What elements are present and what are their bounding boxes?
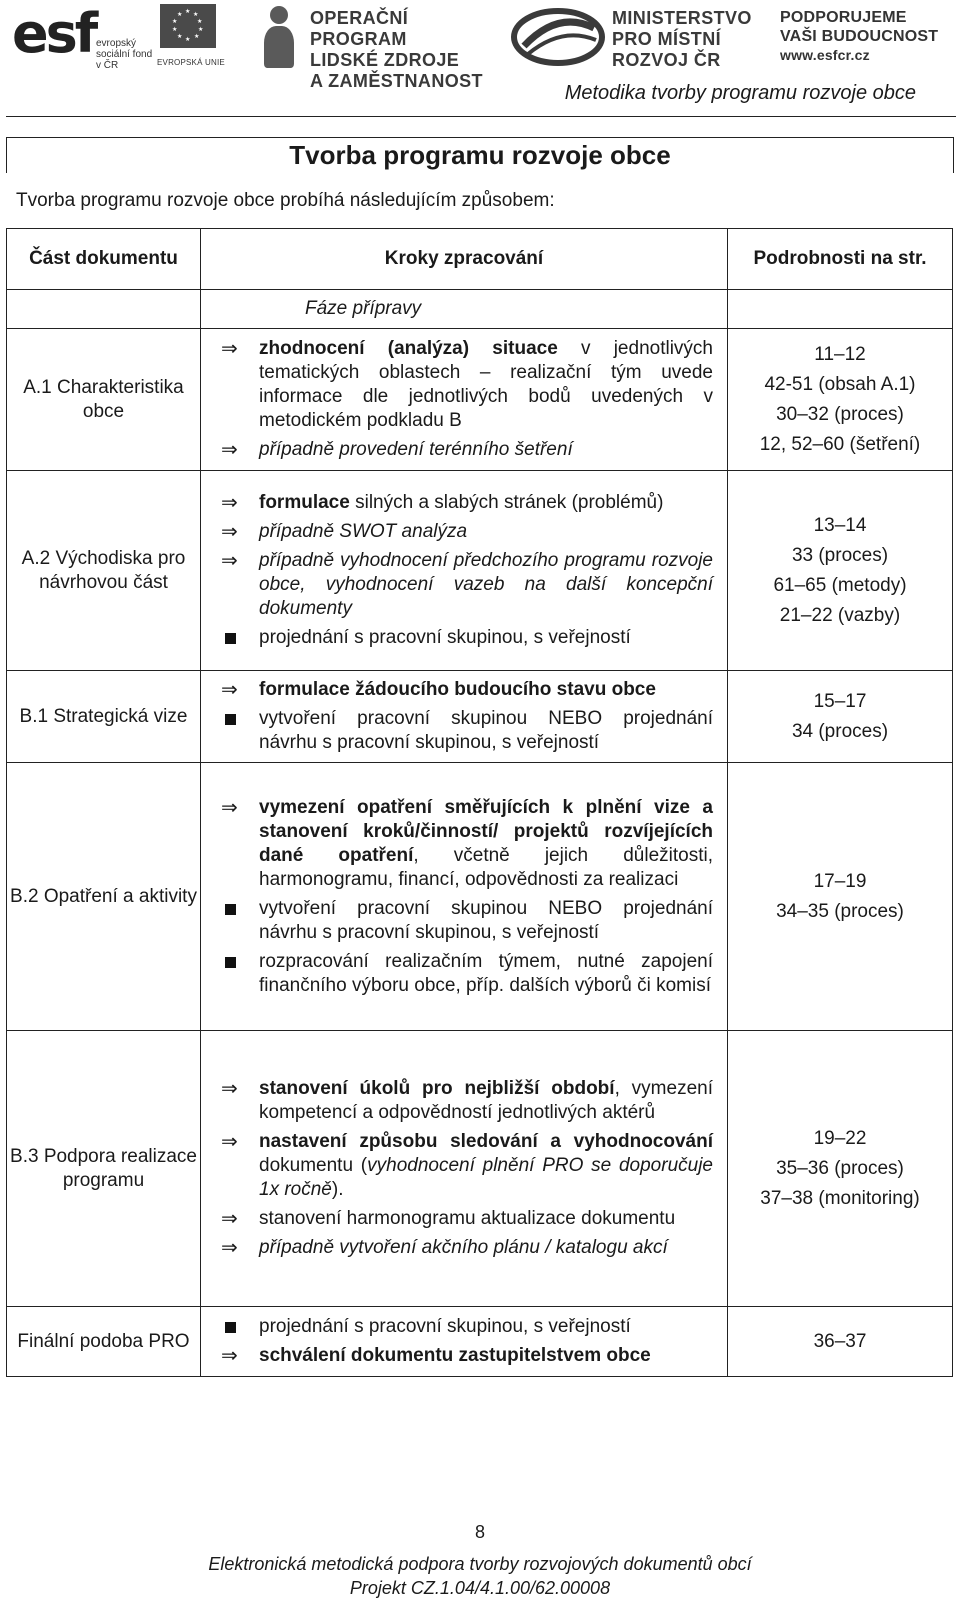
table-row (7, 471, 953, 671)
step-item (211, 438, 713, 462)
header-pages: Podrobnosti na str. (728, 229, 953, 290)
step-text-plain: projednání s pracovní skupinou, s veřejností (259, 627, 631, 648)
esf-text: evropský sociální fond v ČR (96, 38, 153, 71)
step-item (211, 1207, 713, 1231)
step-item (211, 707, 713, 755)
table-row (7, 763, 953, 1031)
double-arrow-icon: ⇒ (221, 1237, 238, 1259)
page-reference: 12, 52–60 (šetření) (759, 433, 921, 455)
step-text-italic: případně SWOT analýza (259, 521, 468, 542)
page-reference: 30–32 (proces) (776, 403, 904, 425)
step-text (259, 520, 713, 544)
document-part: B.3 Podpora realizace programu (7, 1031, 201, 1307)
double-arrow-icon: ⇒ (221, 338, 238, 360)
step-text-plain: silných a slabých stránek (problémů) (349, 492, 664, 513)
page-reference: 13–14 (813, 514, 867, 536)
step-text-plain: , včetně jejich důležitosti, harmonogramu, financí, odpovědnosti za realizaci (259, 844, 713, 890)
step-text-plain: vytvoření pracovní skupinou NEBO projednání návrhu s pracovní skupinou, s veřejností (259, 897, 713, 943)
table-row (7, 329, 953, 471)
step-text (259, 491, 713, 515)
step-item (211, 1236, 713, 1260)
double-arrow-icon: ⇒ (221, 521, 238, 543)
processing-steps (201, 671, 728, 763)
processing-steps (201, 471, 728, 671)
step-text-plain: dokumentu ( (259, 1155, 368, 1176)
table-row (7, 1307, 953, 1377)
step-item (211, 678, 713, 702)
double-arrow-icon: ⇒ (221, 1078, 238, 1100)
esf-logo (12, 2, 240, 74)
step-text (259, 1077, 713, 1125)
page-reference: 37–38 (monitoring) (760, 1187, 920, 1209)
document-part: A.2 Východiska pro návrhovou část (7, 471, 201, 671)
double-arrow-icon: ⇒ (221, 679, 238, 701)
eu-text: EVROPSKÁ UNIE (157, 58, 225, 67)
title-box (6, 137, 954, 173)
step-text-bold: zhodnocení (analýza) situace (259, 338, 558, 359)
step-text (259, 626, 713, 650)
step-item (211, 897, 713, 945)
step-item (211, 491, 713, 515)
step-text-plain: vytvoření pracovní skupinou NEBO projednání návrhu s pracovní skupinou, s veřejností (259, 708, 713, 753)
processing-steps (201, 763, 728, 1031)
table-row (7, 1031, 953, 1307)
esf-url: www.esfcr.cz (780, 47, 870, 63)
document-part: A.1 Charakteristika obce (7, 329, 201, 471)
page-references (728, 471, 953, 671)
step-item (211, 337, 713, 433)
step-text-bold: schválení dokumentu zastupitelstvem obce (259, 1345, 651, 1366)
page-reference: 36–37 (813, 1330, 867, 1352)
table-header-row (7, 229, 953, 290)
table-row (7, 671, 953, 763)
step-item (211, 1077, 713, 1125)
footer-line-2: Projekt CZ.1.04/4.1.00/62.00008 (349, 1578, 611, 1598)
phase-empty-left (7, 290, 201, 329)
square-bullet-icon (211, 626, 259, 650)
step-text (259, 950, 713, 998)
page-reference: 35–36 (proces) (776, 1157, 904, 1179)
step-text (259, 337, 713, 433)
step-text-bold: nastavení způsobu sledování a vyhodnocování (259, 1131, 713, 1152)
step-text (259, 549, 713, 621)
page-number: 8 (474, 1522, 485, 1542)
page-reference: 11–12 (814, 343, 866, 365)
page-reference: 33 (proces) (791, 544, 889, 566)
double-arrow-icon: ⇒ (221, 439, 238, 461)
page-reference: 34 (proces) (791, 720, 889, 742)
page-reference: 21–22 (vazby) (779, 604, 901, 626)
mmr-emblem-icon (510, 6, 606, 68)
page-references (728, 1031, 953, 1307)
step-item (211, 520, 713, 544)
step-text-italic: případně vyhodnocení předchozího programu rozvoje obce, vyhodnocení vazeb na další koncepční dokumenty (259, 550, 713, 619)
page-title: Tvorba programu rozvoje obce (289, 140, 671, 170)
header-divider (6, 116, 956, 117)
double-arrow-icon: ⇒ (221, 1345, 238, 1367)
step-text-plain: projednání s pracovní skupinou, s veřejností (259, 1316, 631, 1337)
step-text-italic: případně vytvoření akčního plánu / katalogu akcí (259, 1237, 668, 1258)
op-lzz-logo (262, 2, 502, 91)
page-reference: 61–65 (metody) (773, 574, 907, 596)
step-text-bold: vymezení opatření směřujících k plnění vize a stanovení kroků/činností/ projektů rozvíjejících dané opatření (259, 796, 713, 866)
mmr-text: MINISTERSTVO PRO MÍSTNÍ ROZVOJ ČR (612, 8, 752, 70)
step-item (211, 549, 713, 621)
double-arrow-icon: ⇒ (221, 492, 238, 514)
double-arrow-icon: ⇒ (221, 796, 238, 819)
step-text (259, 1236, 713, 1260)
step-item (211, 1344, 713, 1368)
document-part: Finální podoba PRO (7, 1307, 201, 1377)
step-text (259, 438, 713, 462)
double-arrow-icon: ⇒ (221, 550, 238, 572)
double-arrow-icon: ⇒ (221, 1131, 238, 1153)
step-text-plain: , vymezení kompetencí a odpovědností jednotlivých aktérů (259, 1078, 713, 1123)
step-text-italic: vyhodnocení plnění PRO se doporučuje 1x ročně (259, 1155, 713, 1200)
step-text (259, 678, 713, 702)
step-text-bold: formulace žádoucího budoucího stavu obce (259, 679, 656, 700)
document-subtitle: Metodika tvorby programu rozvoje obce (564, 82, 916, 104)
square-bullet-icon (211, 707, 259, 731)
step-item (211, 1130, 713, 1202)
step-text-bold: formulace (259, 492, 350, 513)
processing-steps (201, 329, 728, 471)
step-text-italic: případně provedení terénního šetření (259, 439, 573, 460)
phase-row (7, 290, 953, 329)
logo-bar (0, 0, 960, 91)
step-text (259, 1315, 713, 1339)
page-reference: 34–35 (proces) (776, 900, 904, 922)
page-reference: 42-51 (obsah A.1) (764, 373, 916, 395)
phase-label: Fáze přípravy (201, 290, 728, 329)
header-part: Část dokumentu (7, 229, 201, 290)
page-reference: 17–19 (813, 870, 867, 892)
page-references (728, 329, 953, 471)
eu-flag-icon: ★ ★ ★ ★ ★ ★ ★ ★ ★ ★ (160, 4, 216, 48)
step-text (259, 897, 713, 945)
step-text (259, 796, 713, 892)
header-steps: Kroky zpracování (201, 229, 728, 290)
step-text-plain: ). (331, 1179, 344, 1200)
document-part: B.1 Strategická vize (7, 671, 201, 763)
footer (0, 1552, 960, 1600)
step-text-plain: rozpracování realizačním týmem, nutné zapojení finančního výboru obce, příp. dalších výborů či komisí (259, 950, 713, 996)
page-reference: 15–17 (813, 690, 867, 712)
intro-text: Tvorba programu rozvoje obce probíhá následujícím způsobem: (16, 190, 555, 211)
step-text-bold: stanovení úkolů pro nejbližší období (259, 1078, 615, 1099)
step-text-plain: stanovení harmonogramu aktualizace dokumentu (259, 1208, 676, 1229)
square-bullet-icon (211, 950, 259, 974)
processing-steps (201, 1031, 728, 1307)
processing-steps (201, 1307, 728, 1377)
page-references (728, 763, 953, 1031)
page-reference: 19–22 (813, 1127, 867, 1149)
step-item (211, 1315, 713, 1339)
step-text-plain: v jednotlivých tematických oblastech – realizační tým uvede informace dle jednotlivých bodů uvedených v metodickém podkladu B (259, 338, 713, 431)
step-item (211, 796, 713, 892)
footer-line-1: Elektronická metodická podpora tvorby rozvojových dokumentů obcí (208, 1554, 752, 1574)
step-text (259, 1344, 713, 1368)
op-figure-icon (262, 6, 298, 68)
step-text (259, 707, 713, 755)
double-arrow-icon: ⇒ (221, 1208, 238, 1230)
op-text: OPERAČNÍ PROGRAM LIDSKÉ ZDROJE A ZAMĚSTNANOST (310, 8, 483, 91)
phase-empty-right (728, 290, 953, 329)
process-table (6, 228, 953, 1377)
table-body (7, 329, 953, 1377)
mmr-logo (510, 2, 774, 76)
document-part: B.2 Opatření a aktivity (7, 763, 201, 1031)
square-bullet-icon (211, 1315, 259, 1339)
step-text (259, 1207, 713, 1231)
page-references (728, 671, 953, 763)
esf-mark: esf (12, 2, 96, 65)
page-references (728, 1307, 953, 1377)
step-item (211, 950, 713, 998)
step-text (259, 1130, 713, 1202)
square-bullet-icon (211, 897, 259, 921)
step-item (211, 626, 713, 650)
esf-slogan: PODPORUJEME VAŠI BUDOUCNOST www.esfcr.cz (780, 9, 939, 63)
